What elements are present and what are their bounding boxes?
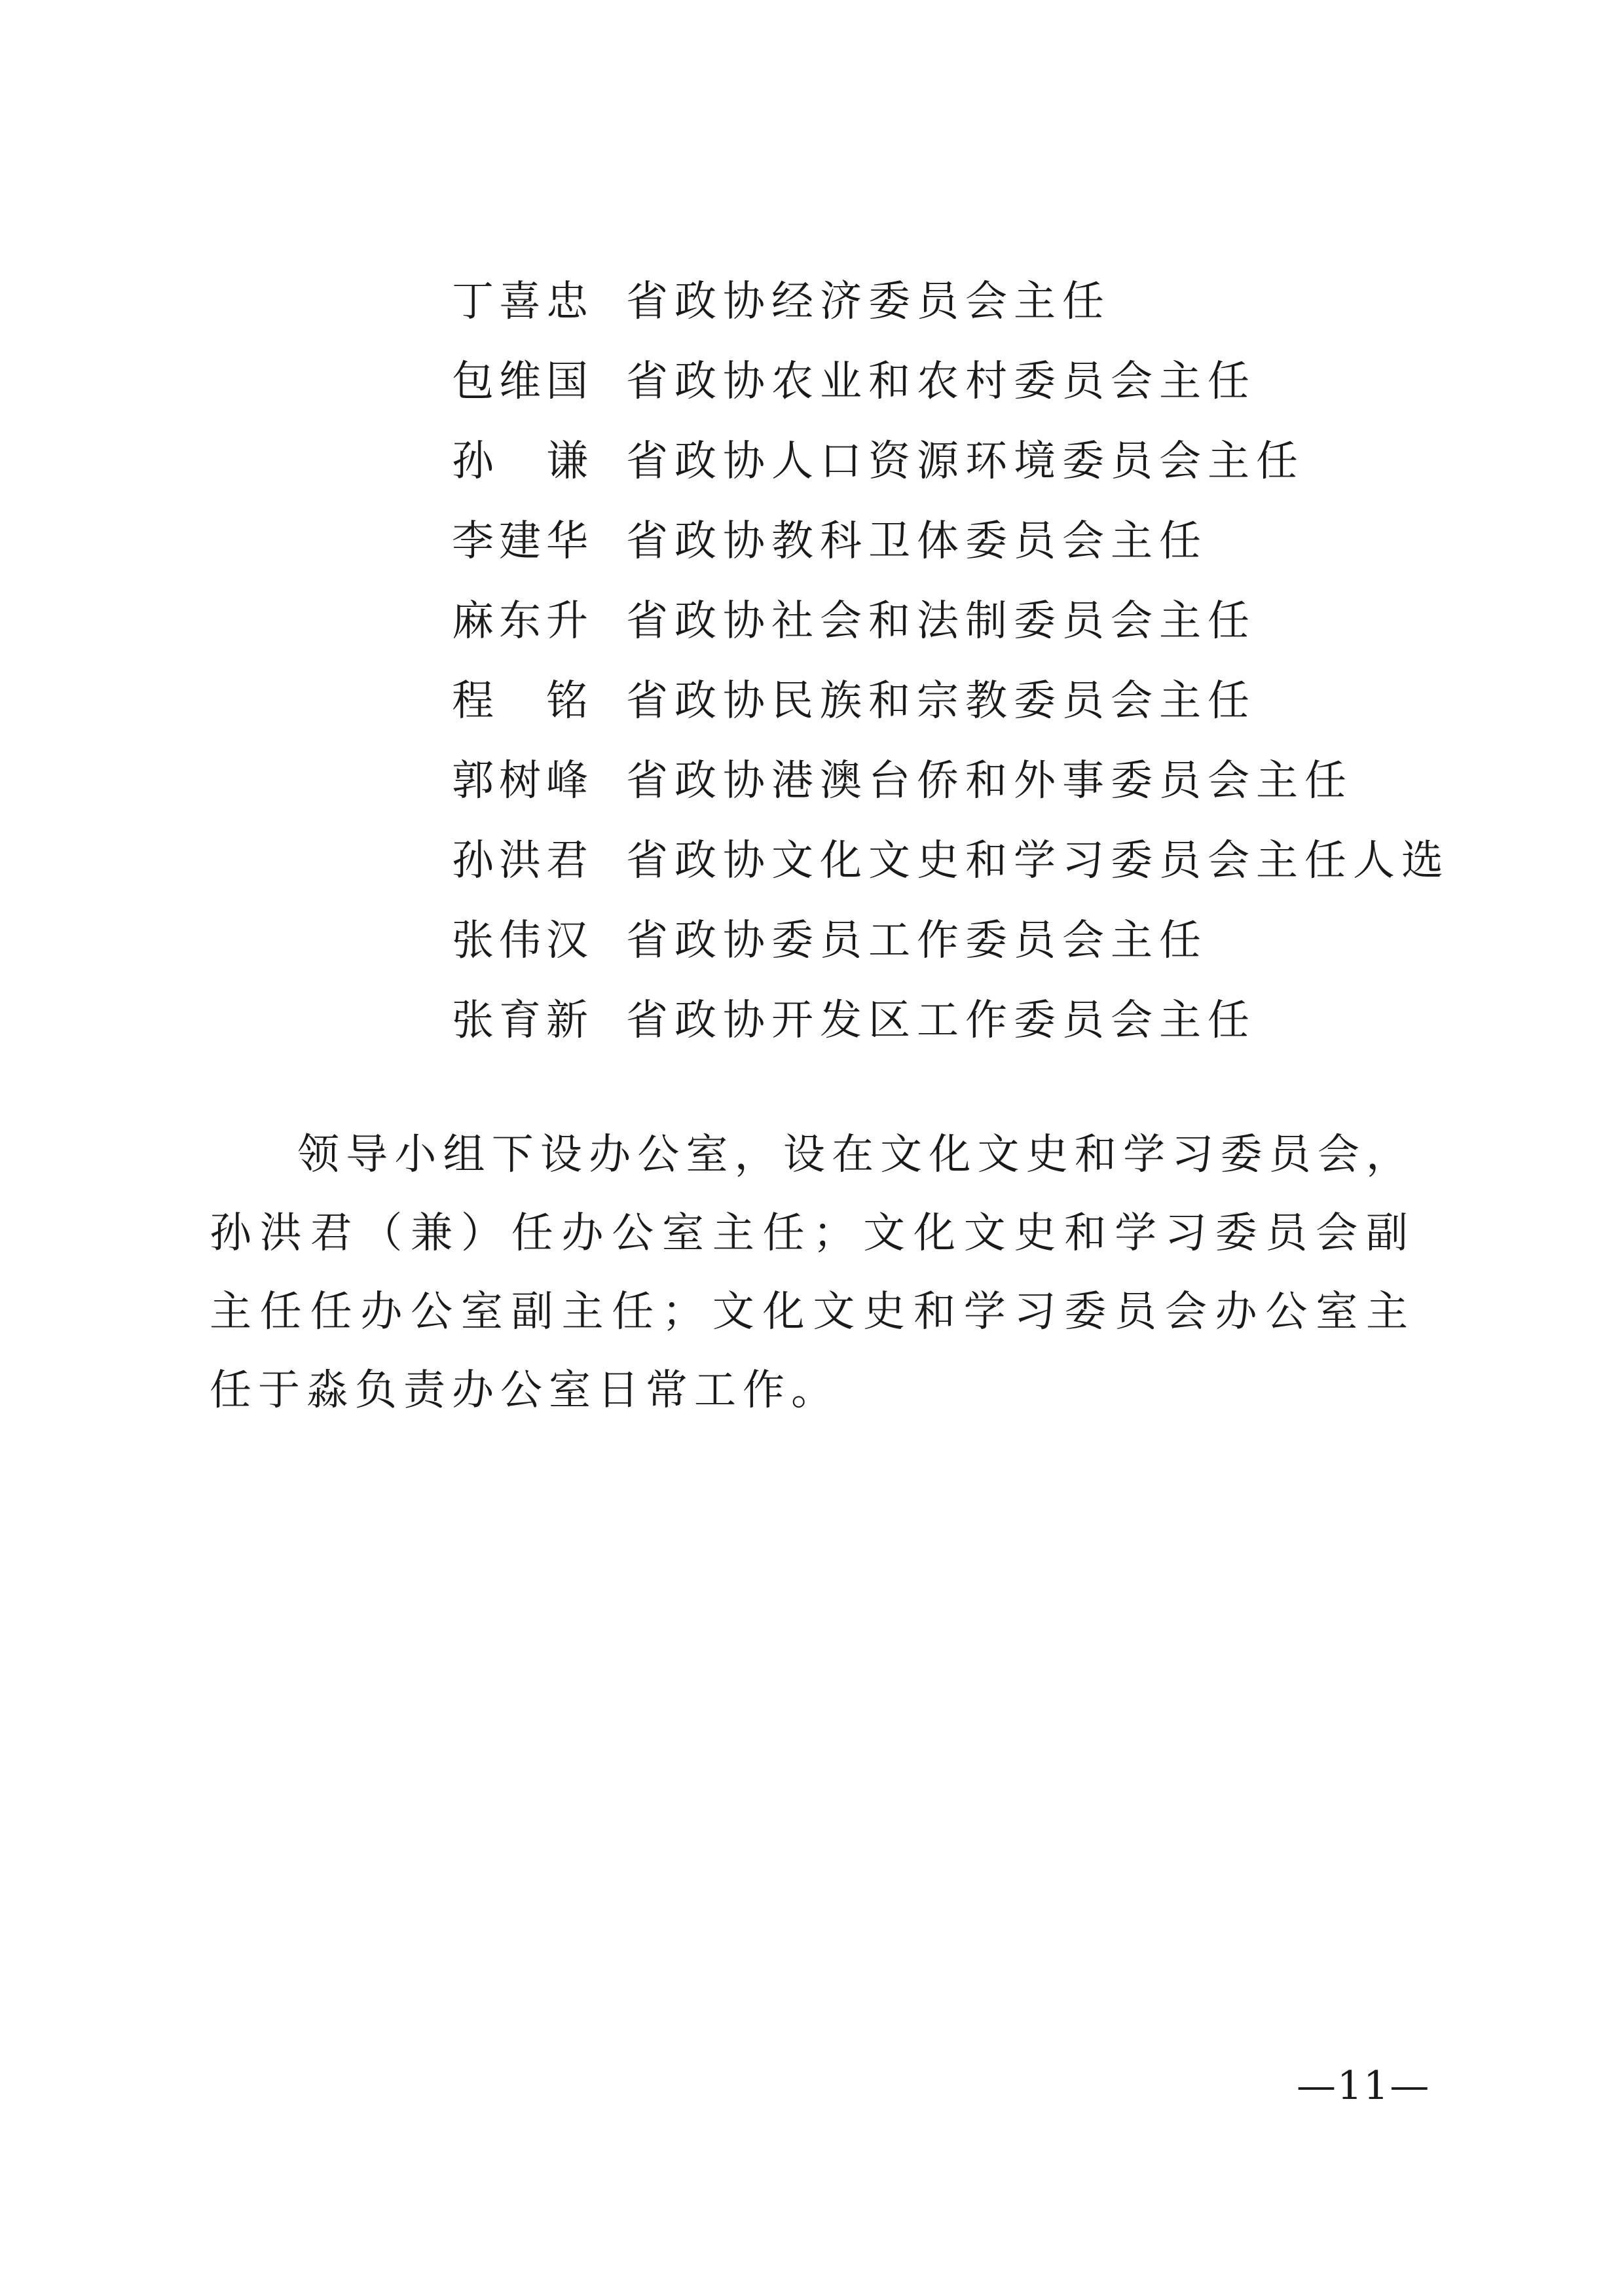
member-row xyxy=(0,981,1624,1061)
member-title: 省政协经济委员会主任 xyxy=(626,278,1111,326)
page-number: —11— xyxy=(1297,2063,1431,2109)
member-row xyxy=(0,262,1624,342)
member-row xyxy=(0,342,1624,422)
member-name: 张育新 xyxy=(452,996,593,1045)
member-name: 孙洪君 xyxy=(452,837,593,885)
member-row xyxy=(0,581,1624,661)
member-row xyxy=(0,422,1624,501)
member-name: 郭树峰 xyxy=(452,757,593,805)
member-row xyxy=(0,661,1624,741)
member-title: 省政协文化文史和学习委员会主任人选 xyxy=(626,837,1450,885)
member-row xyxy=(0,741,1624,821)
member-name: 张伟汉 xyxy=(452,917,593,965)
member-title: 省政协开发区工作委员会主任 xyxy=(626,996,1256,1045)
member-title: 省政协港澳台侨和外事委员会主任 xyxy=(626,757,1353,805)
member-name: 程 铭 xyxy=(452,677,593,725)
member-title: 省政协农业和农村委员会主任 xyxy=(626,357,1256,406)
member-name: 李建华 xyxy=(452,517,593,566)
member-row xyxy=(0,901,1624,981)
member-title: 省政协人口资源环境委员会主任 xyxy=(626,437,1304,486)
member-title: 省政协教科卫体委员会主任 xyxy=(626,517,1208,566)
member-name: 麻东升 xyxy=(452,597,593,646)
member-title: 省政协社会和法制委员会主任 xyxy=(626,597,1256,646)
office-paragraph: 领导小组下设办公室，设在文化文史和学习委员会，孙洪君（兼）任办公室主任；文化文史和学习委员会副主任任办公室副主任；文化文史和学习委员会办公室主任于淼负责办公室日常工作。 xyxy=(210,1131,1414,1415)
member-name: 丁喜忠 xyxy=(452,278,593,326)
member-row xyxy=(0,501,1624,581)
member-name: 包维国 xyxy=(452,357,593,406)
member-title: 省政协委员工作委员会主任 xyxy=(626,917,1208,965)
member-row xyxy=(0,821,1624,901)
member-title: 省政协民族和宗教委员会主任 xyxy=(626,677,1256,725)
member-name: 孙 谦 xyxy=(452,437,593,486)
